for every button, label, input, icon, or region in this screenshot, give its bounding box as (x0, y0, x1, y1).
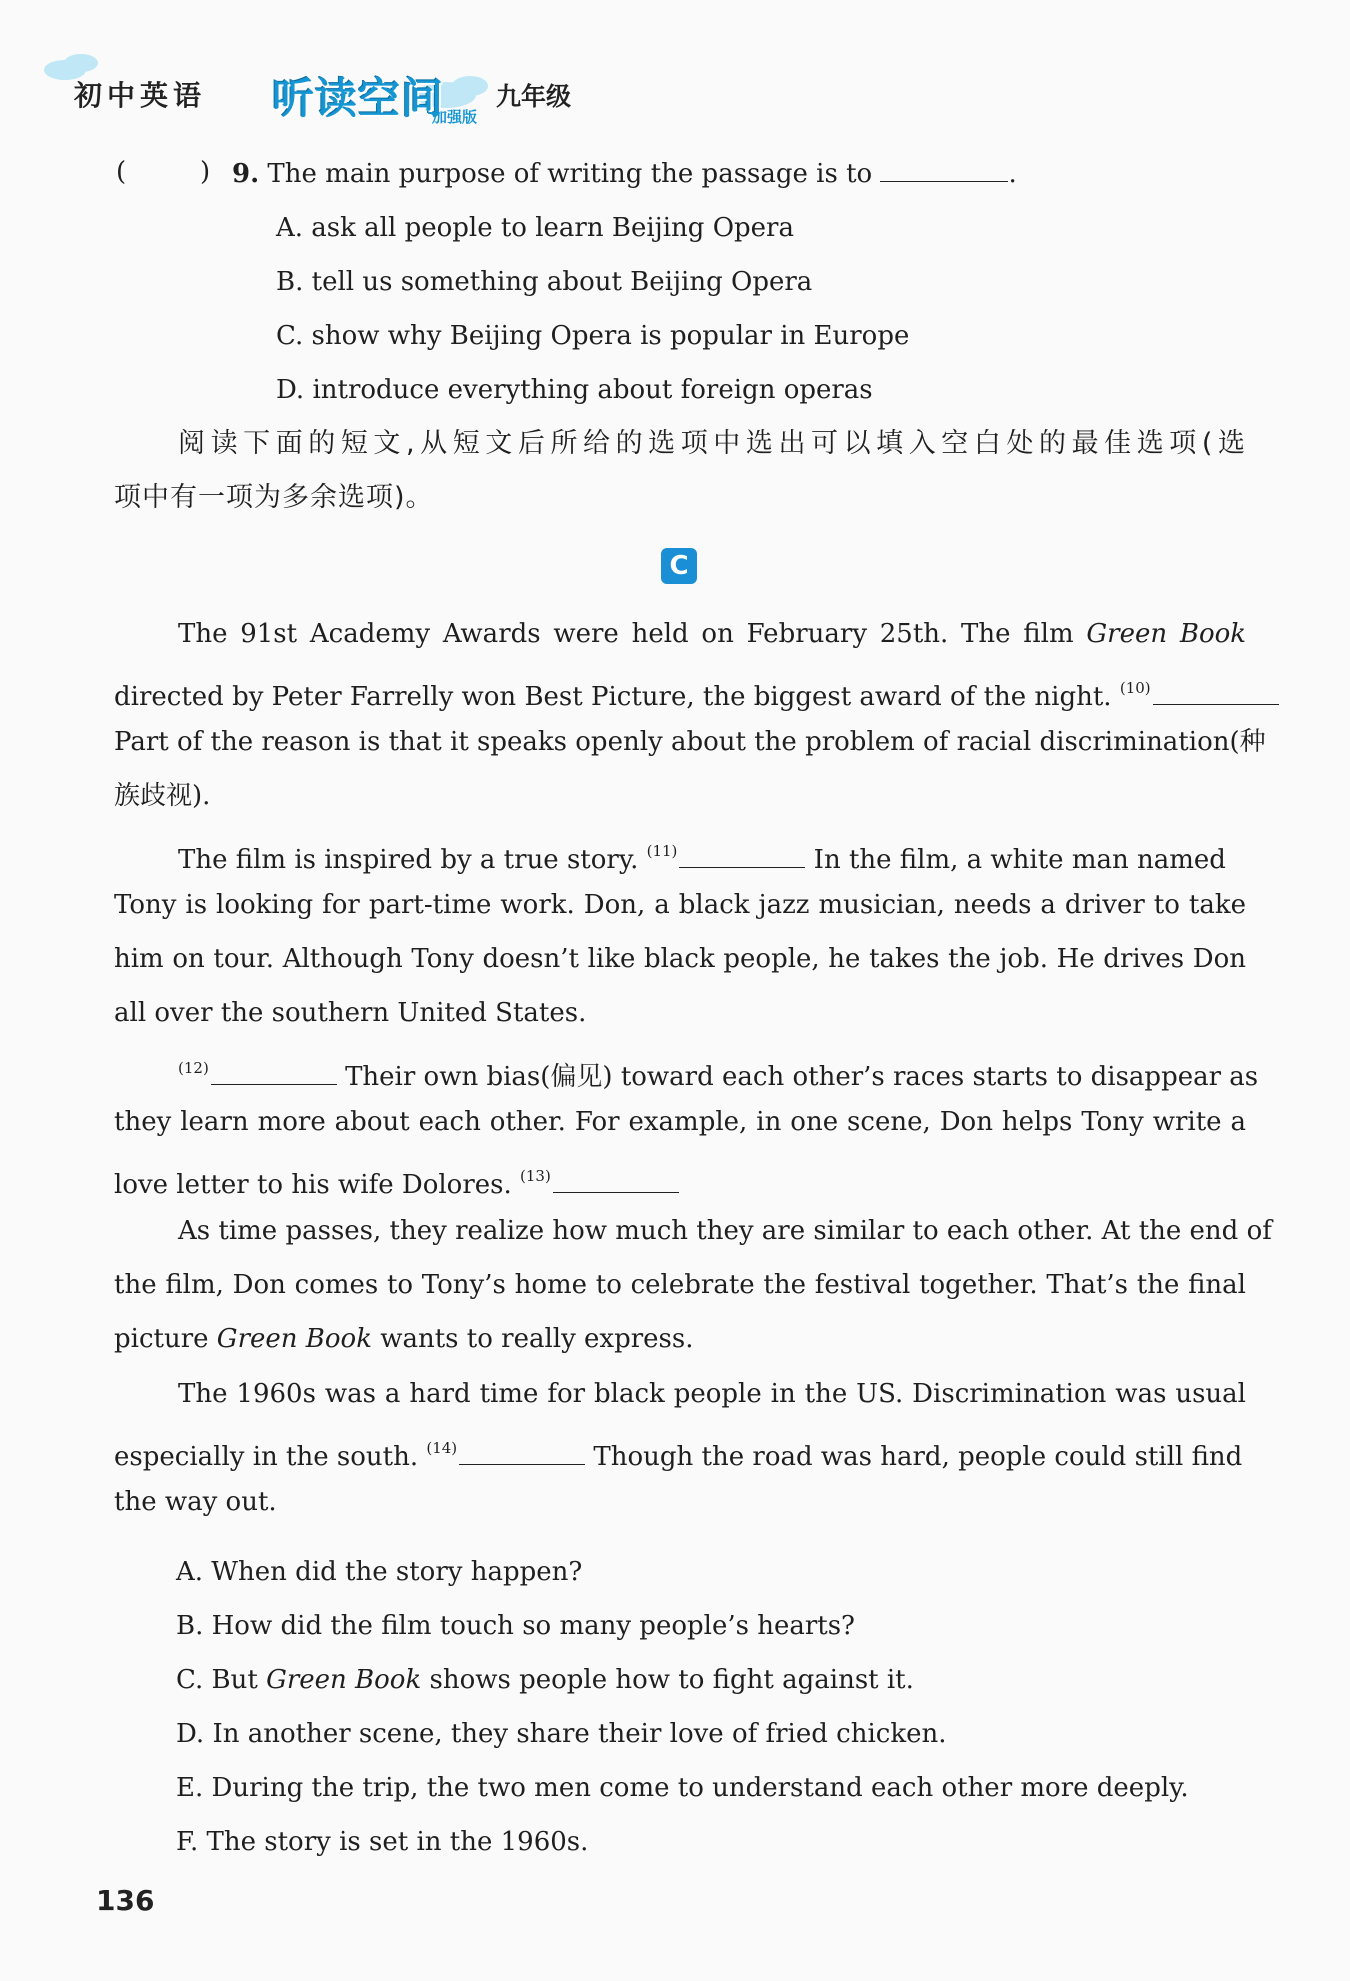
film-title: Green Book (1086, 619, 1247, 649)
choice-d: D. In another scene, they share their love of fried chicken. (176, 1719, 947, 1749)
passage-line: all over the southern United States. (114, 998, 587, 1028)
edition-label: 加强版 (432, 108, 478, 126)
option-c: C. show why Beijing Opera is popular in Europe (276, 321, 910, 351)
passage-line: Part of the reason is that it speaks openly about the problem of racial discrimination(种 (114, 727, 1266, 757)
blank-number-13: (13) (520, 1167, 551, 1185)
section-c-badge: C (661, 548, 697, 584)
answer-blank-14 (459, 1442, 585, 1465)
instruction-line-2: 项中有一项为多余选项)。 (114, 482, 434, 513)
passage-line: especially in the south. $^{(14)}$ Though the road was hard, people could still find (114, 1439, 1243, 1472)
passage-line: picture Green Book wants to really express. (114, 1324, 694, 1354)
cloud-decoration (452, 76, 488, 96)
choice-b: B. How did the film touch so many people’s hearts? (176, 1611, 855, 1641)
answer-bracket-close: ) (200, 157, 211, 187)
passage-line: The film is inspired by a true story. $^{(11)}$ In the film, a white man named (178, 842, 1226, 875)
answer-bracket-open: ( (116, 157, 127, 187)
question-number: 9. (232, 159, 260, 189)
choice-c: C. But Green Book shows people how to fight against it. (176, 1665, 914, 1695)
passage-line: Tony is looking for part-time work. Don, a black jazz musician, needs a driver to take (114, 890, 1246, 920)
answer-blank (880, 159, 1008, 182)
series-title: 初中英语 (74, 79, 207, 112)
film-title: Green Book (216, 1324, 372, 1354)
brand-logo-text: 听读空间 (272, 74, 445, 123)
answer-blank-12 (211, 1062, 337, 1085)
passage-line: 族歧视). (114, 781, 211, 811)
choice-e: E. During the trip, the two men come to understand each other more deeply. (176, 1773, 1189, 1803)
blank-number-10: (10) (1119, 679, 1151, 697)
blank-number-12: (12) (178, 1059, 209, 1077)
passage-line: him on tour. Although Tony doesn’t like black people, he takes the job. He drives Don (114, 944, 1246, 974)
choice-f: F. The story is set in the 1960s. (176, 1827, 589, 1857)
passage-line: the way out. (114, 1487, 277, 1517)
passage-line: directed by Peter Farrelly won Best Picture, the biggest award of the night. $^{(10)}$ (114, 671, 1279, 714)
answer-blank-11 (679, 845, 805, 868)
passage-line: The 1960s was a hard time for black people in the US. Discrimination was usual (178, 1379, 1246, 1409)
question-stem-text: The main purpose of writing the passage is to (267, 159, 873, 189)
blank-number-11: (11) (646, 842, 678, 860)
passage-line: the film, Don comes to Tony’s home to celebrate the festival together. That’s the final (114, 1270, 1246, 1300)
instruction-line-1: 阅读下面的短文,从短文后所给的选项中选出可以填入空白处的最佳选项(选 (178, 428, 1246, 459)
page-header (44, 52, 604, 132)
passage-line: they learn more about each other. For example, in one scene, Don helps Tony write a (114, 1107, 1246, 1137)
answer-blank-13 (553, 1170, 679, 1193)
option-a: A. ask all people to learn Beijing Opera (276, 213, 794, 243)
page-number: 136 (96, 1884, 155, 1917)
passage-line: The 91st Academy Awards were held on February 25th. The film Green Book (178, 619, 1247, 649)
blank-number-14: (14) (426, 1439, 458, 1457)
cloud-decoration (64, 54, 98, 72)
passage-line: $^{(12)}$ Their own bias(偏见) toward each other’s races starts to disappear as (178, 1059, 1259, 1092)
grade-label: 九年级 (496, 82, 572, 111)
answer-blank-10 (1153, 682, 1279, 705)
option-d: D. introduce everything about foreign operas (276, 375, 873, 405)
passage-line: love letter to his wife Dolores. $^{(13)}$ (114, 1159, 679, 1202)
option-b: B. tell us something about Beijing Opera (276, 267, 813, 297)
choice-a: A. When did the story happen? (176, 1557, 583, 1587)
film-title: Green Book (266, 1665, 422, 1695)
question-9-stem: 9. The main purpose of writing the passage is to . (232, 159, 1017, 189)
passage-line: As time passes, they realize how much they are similar to each other. At the end of (178, 1216, 1272, 1246)
